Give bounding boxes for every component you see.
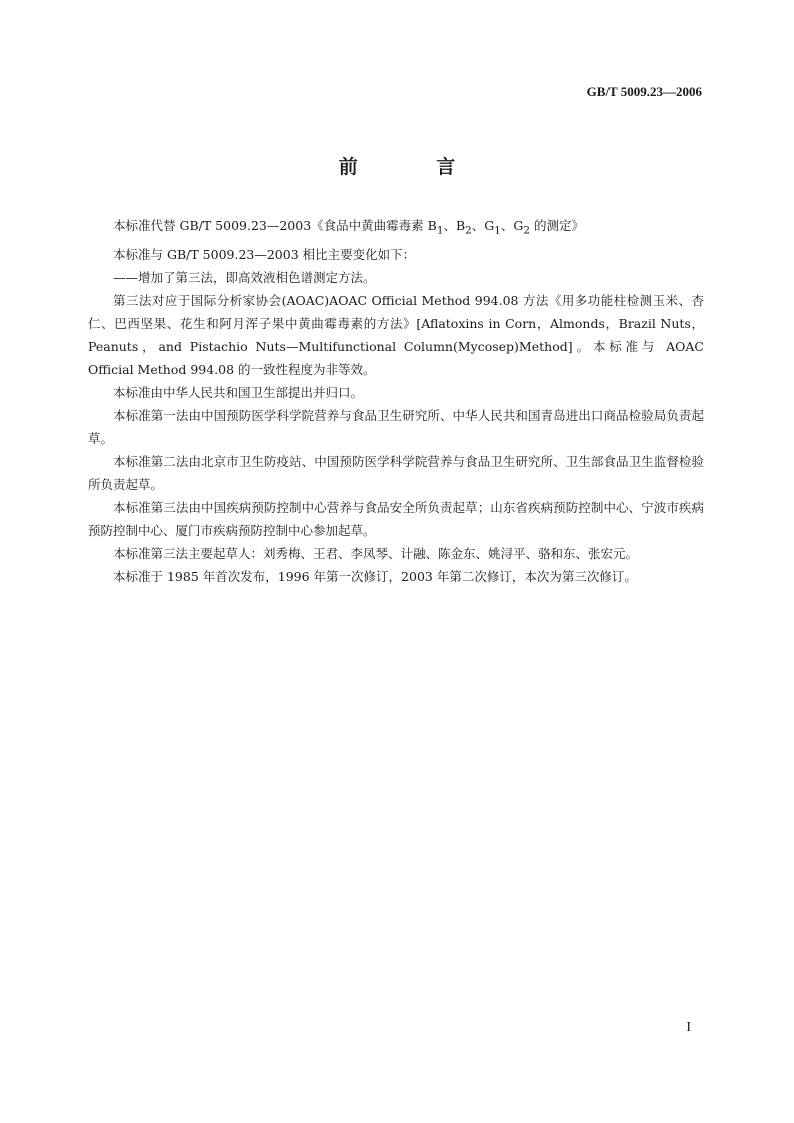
paragraph-method-1-drafters: 本标准第一法由中国预防医学科学院营养与食品卫生研究所、中华人民共和国青岛进出口商品检验局负责起草。 [88, 407, 704, 446]
paragraph-method-2-drafters: 本标准第二法由北京市卫生防疫站、中国预防医学科学院营养与食品卫生研究所、卫生部食品卫生监督检验所负责起草。 [88, 453, 704, 492]
paragraph-change-item: ——增加了第三法，即高效液相色谱测定方法。 [113, 269, 376, 285]
paragraph-main-drafters: 本标准第三法主要起草人：刘秀梅、王君、李凤琴、计融、陈金东、姚浔平、骆和东、张宏元。 [113, 545, 639, 561]
page-number: I [686, 1020, 691, 1035]
paragraph-proposer: 本标准由中华人民共和国卫生部提出并归口。 [113, 384, 364, 400]
text-segment: 、G [500, 218, 524, 233]
foreword-body [88, 214, 704, 588]
subscript: 1 [494, 224, 501, 237]
page-title: 前 言 [338, 156, 492, 178]
text-segment: 的测定》 [530, 218, 585, 233]
paragraph-aoac-correspondence: 第三法对应于国际分析家协会(AOAC)AOAC Official Method 994.08 方法《用多功能柱检测玉米、杏仁、巴西坚果、花生和阿月浑子果中黄曲霉毒素的方法》[Aflatoxins in Corn，Almonds，Brazil Nuts，Peanuts，and Pistachio Nuts—Multifunctional Column(Mycosep)Method]。本标准与 AOAC Official Method 994.08 的一致性程度为非等效。 [88, 292, 704, 377]
paragraph-replaces [88, 214, 704, 243]
text-segment: 本标准代替 GB/T 5009.23—2003《食品中黄曲霉毒素 B [113, 218, 437, 233]
subscript: 1 [436, 224, 444, 237]
subscript: 2 [523, 224, 531, 237]
text-segment: 、G [471, 218, 495, 233]
paragraph-changes-intro: 本标准与 GB/T 5009.23—2003 相比主要变化如下： [113, 246, 416, 262]
paragraph-revision-history: 本标准于 1985 年首次发布，1996 年第一次修订，2003 年第二次修订，本次为第三次修订。 [113, 568, 637, 584]
subscript: 2 [465, 224, 472, 237]
paragraph-method-3-drafters: 本标准第三法由中国疾病预防控制中心营养与食品安全所负责起草；山东省疾病预防控制中心、宁波市疾病预防控制中心、厦门市疾病预防控制中心参加起草。 [88, 499, 704, 538]
text-segment: 、B [443, 218, 466, 233]
standard-code: GB/T 5009.23—2006 [586, 84, 702, 99]
